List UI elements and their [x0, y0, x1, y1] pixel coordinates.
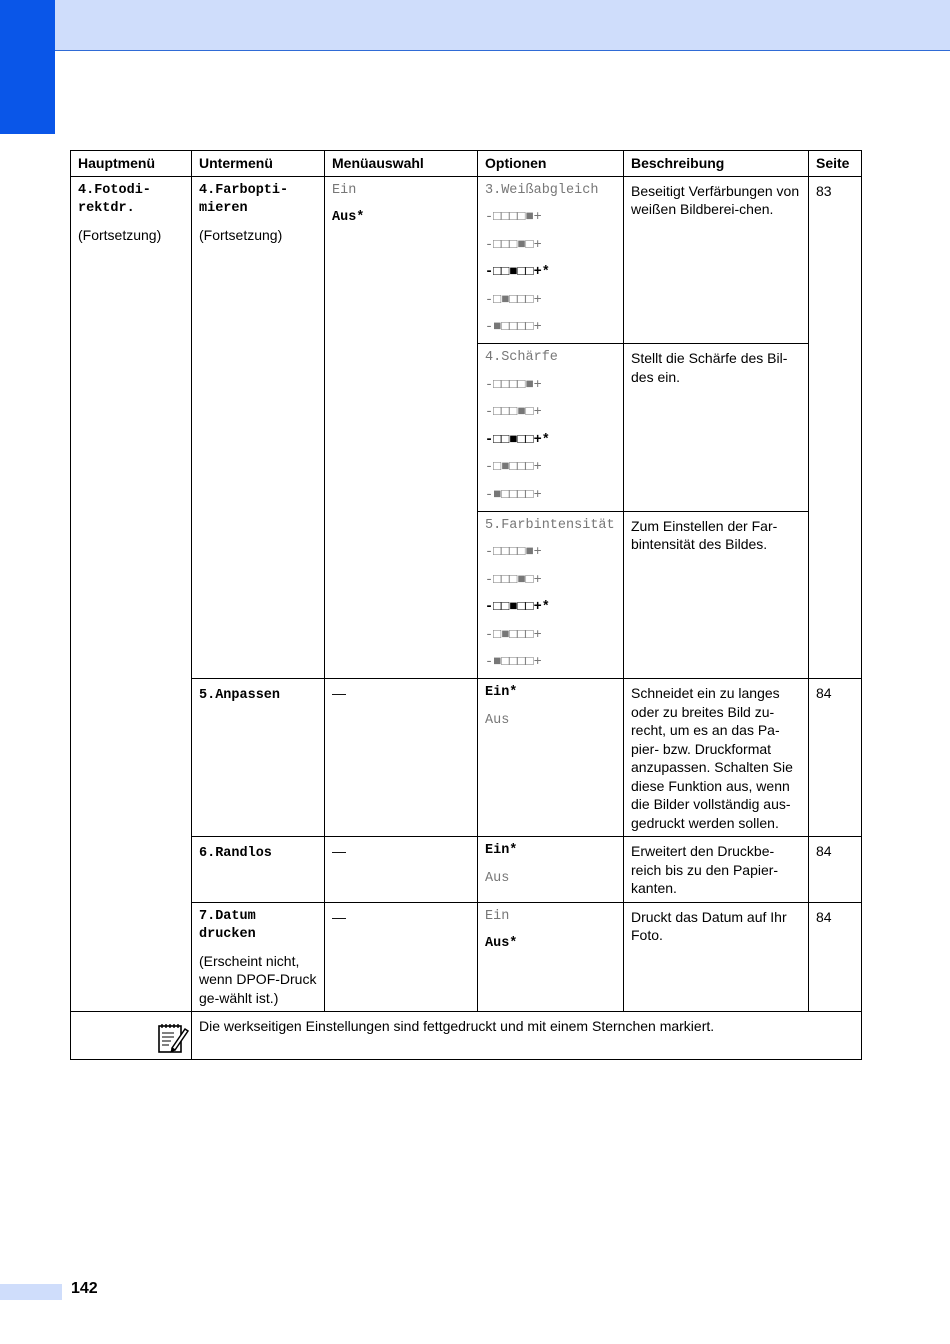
farbint-level-5: -■□□□□+ — [485, 655, 542, 670]
main-menu-cell — [71, 176, 192, 1012]
schaerfe-level-4: -□■□□□+ — [485, 460, 542, 475]
weiss-title: 3.Weißabgleich — [485, 182, 599, 198]
chapter-tab — [0, 0, 55, 134]
datum-description: Druckt das Datum auf Ihr Foto. — [624, 902, 809, 1012]
note-pencil-icon — [156, 1021, 190, 1055]
schaerfe-description: Stellt die Schärfe des Bil-des ein. — [624, 344, 809, 512]
farbopt-selection-cell — [325, 176, 478, 679]
weiss-level-3: -□□■□□+* — [485, 265, 550, 280]
weiss-level-2: -□□□■□+ — [485, 237, 542, 253]
anpassen-options-cell — [478, 679, 624, 837]
randlos-opt-ein: Ein* — [485, 843, 518, 858]
weiss-page: 83 — [809, 176, 862, 679]
datum-opt-ein: Ein — [485, 908, 510, 924]
randlos-options-cell — [478, 837, 624, 903]
schaerfe-level-1: -□□□□■+ — [485, 377, 542, 393]
anpassen-description: Schneidet ein zu langes oder zu breites Bild zu-recht, um es an das Pa-pier- bzw. Druckformat anzupassen. Schalten Sie diese Funktion aus, wenn die Bilder vollständig aus-gedruckt werden sollen. — [624, 679, 809, 837]
note-row — [71, 1012, 862, 1060]
farbopt-submenu-cell — [192, 176, 325, 679]
header-hauptmenue: Hauptmenü — [71, 151, 192, 177]
page-number: 142 — [71, 1280, 98, 1297]
main-menu-code-line1: 4.Fotodi- — [78, 182, 151, 198]
farbopt-code-line2: mieren — [199, 200, 248, 216]
farbint-level-3: -□□■□□+* — [485, 600, 550, 615]
weiss-level-5: -■□□□□+ — [485, 320, 542, 335]
table-row — [71, 176, 862, 344]
weiss-options-cell — [478, 176, 624, 344]
main-menu-code-line2: rektdr. — [78, 200, 135, 216]
datum-opt-aus: Aus* — [485, 936, 518, 951]
table-header-row — [71, 151, 862, 177]
farbint-level-4: -□■□□□+ — [485, 627, 542, 643]
settings-table — [70, 150, 862, 1060]
farbint-level-2: -□□□■□+ — [485, 572, 542, 588]
schaerfe-level-3: -□□■□□+* — [485, 432, 550, 448]
main-menu-continued: (Fortsetzung) — [78, 226, 162, 243]
randlos-description: Erweitert den Druckbe-reich bis zu den Papier-kanten. — [624, 837, 809, 903]
schaerfe-level-5: -■□□□□+ — [485, 487, 542, 503]
page-number-tab — [0, 1284, 62, 1300]
randlos-opt-aus: Aus — [485, 870, 510, 886]
anpassen-selection: — — [325, 679, 478, 837]
header-beschreibung: Beschreibung — [624, 151, 809, 177]
header-seite: Seite — [809, 151, 862, 177]
farbint-title: 5.Farbintensität — [485, 517, 615, 533]
header-optionen: Optionen — [478, 151, 624, 177]
weiss-level-4: -□■□□□+ — [485, 292, 542, 308]
farbopt-sel-ein: Ein — [332, 182, 357, 198]
anpassen-page: 84 — [809, 679, 862, 837]
randlos-selection: — — [325, 837, 478, 903]
datum-page: 84 — [809, 902, 862, 1012]
weiss-level-1: -□□□□■+ — [485, 210, 542, 225]
schaerfe-level-2: -□□□■□+ — [485, 405, 542, 420]
datum-submenu-note: (Erscheint nicht, wenn DPOF-Druck ge-wählt ist.) — [199, 952, 317, 1006]
header-band — [0, 0, 950, 51]
datum-submenu-cell — [192, 902, 325, 1012]
schaerfe-title: 4.Schärfe — [485, 350, 558, 365]
schaerfe-options-cell — [478, 344, 624, 512]
anpassen-submenu: 5.Anpassen — [192, 679, 325, 837]
header-menueauswahl: Menüauswahl — [325, 151, 478, 177]
note-text: Die werkseitigen Einstellungen sind fettgedruckt und mit einem Sternchen markiert. — [192, 1012, 862, 1060]
anpassen-opt-aus: Aus — [485, 712, 510, 728]
datum-submenu: 7.Datum drucken — [199, 908, 256, 942]
farbint-description: Zum Einstellen der Far-bintensität des Bildes. — [624, 511, 809, 679]
header-untermenue: Untermenü — [192, 151, 325, 177]
farbint-level-1: -□□□□■+ — [485, 545, 542, 560]
randlos-submenu: 6.Randlos — [192, 837, 325, 903]
datum-options-cell — [478, 902, 624, 1012]
weiss-description: Beseitigt Verfärbungen von weißen Bildberei-chen. — [624, 176, 809, 344]
farbint-options-cell — [478, 511, 624, 679]
farbopt-sel-aus: Aus* — [332, 210, 365, 225]
randlos-page: 84 — [809, 837, 862, 903]
anpassen-opt-ein: Ein* — [485, 685, 518, 700]
datum-selection: — — [325, 902, 478, 1012]
farbopt-continued: (Fortsetzung) — [199, 226, 283, 243]
farbopt-code-line1: 4.Farbopti- — [199, 182, 289, 198]
